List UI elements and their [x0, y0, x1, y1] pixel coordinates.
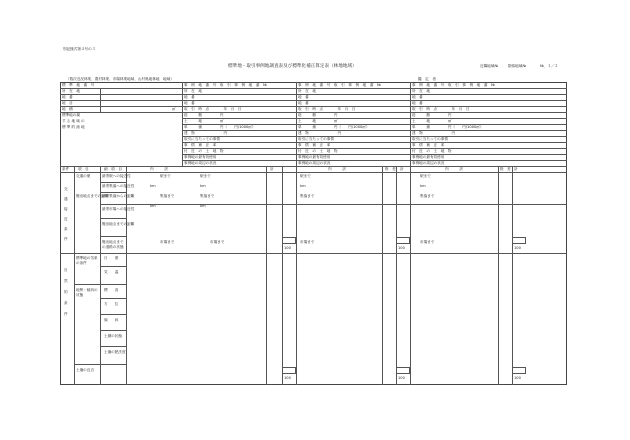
row-label-4: 地 積 — [62, 107, 73, 111]
traffic-item-0: 交通の便 — [76, 174, 91, 178]
natural-detail-4: 傾 斜 — [104, 318, 119, 322]
natural-total-box-1 — [282, 367, 296, 374]
natural-detail-0: 日 照 — [104, 256, 119, 260]
traffic-item-1: 搬出地点までの距離 — [76, 194, 109, 198]
natural-detail-2: 標 高 — [104, 288, 119, 292]
rater-label: 鑑 定 者 — [418, 77, 436, 81]
traffic-total-box-2 — [396, 237, 410, 244]
natural-item-2: 土壌の良否 — [76, 368, 94, 372]
traffic-detail-3: 最寄市場への接近性 — [102, 207, 135, 211]
similar-no-label: 類似地域№ — [508, 64, 527, 68]
traffic-total-box-1 — [282, 237, 296, 244]
district-no-label: 近隣地域№ — [480, 64, 499, 68]
natural-detail-6: 土壌の肥沃度 — [104, 350, 126, 354]
row-label-5: 標準地の属 — [62, 113, 80, 117]
tx-col-header-3: 事 例 地 番 号 取 引 事 例 地 番 № — [412, 83, 495, 87]
traffic-item-2: 搬出地点までの道路の状態 — [102, 240, 124, 249]
natural-total-3: 100 — [514, 376, 521, 380]
traffic-label: 交 通 接 近 条 件 — [64, 187, 72, 241]
row-label-1: 所 在 地 — [62, 89, 80, 93]
form-code: 別記様式第４号の３ — [63, 47, 96, 51]
row-label-3: 地 目 — [62, 101, 73, 105]
traffic-detail-2: 最寄集落からの距離 — [102, 194, 135, 198]
area-unit: ㎡ — [172, 107, 176, 111]
natural-detail-5: 土層の状態 — [104, 334, 122, 338]
traffic-total-box-3 — [512, 237, 526, 244]
row-label-7: 標 準 的 画 地 — [62, 125, 85, 129]
tx-col-header-1: 事 例 地 番 号 取 引 事 例 地 番 № — [184, 83, 267, 87]
traffic-detail-0: 最寄駅への接近性 — [102, 174, 131, 178]
traffic-total-2: 100 — [398, 246, 405, 250]
row-label-0: 標 準 地 番 号 — [62, 83, 95, 87]
natural-item-1: 地勢・傾斜の状態 — [76, 288, 98, 297]
row-label-6: す る 地 域 の — [62, 119, 85, 123]
form-title: 標準地・取引事例地調査表及び標準化補正算定表（林地地域） — [228, 64, 357, 69]
natural-label: 自 然 的 条 件 — [64, 268, 72, 316]
outer-label: （数次近況林業、農村林業、市場林業地域、山村奥地林地 地域） — [66, 77, 174, 81]
natural-total-2: 100 — [398, 376, 405, 380]
traffic-total-3: 100 — [514, 246, 521, 250]
natural-total-box-2 — [396, 367, 410, 374]
natural-item-0: 標準地の気象の条件 — [76, 256, 98, 265]
traffic-total-1: 100 — [284, 246, 291, 250]
natural-detail-3: 方 位 — [104, 302, 119, 306]
traffic-detail-1: 最寄集落への接近性 — [102, 184, 135, 188]
natural-total-1: 100 — [284, 376, 291, 380]
row-label-2: 地 番 — [62, 95, 73, 99]
tx-col-header-2: 事 例 地 番 号 取 引 事 例 地 番 № — [298, 83, 381, 87]
page-label: №．１／２ — [540, 64, 559, 68]
natural-detail-1: 気 温 — [104, 270, 119, 274]
traffic-detail-4: 搬出地点までの距離 — [102, 222, 135, 226]
natural-total-box-3 — [512, 367, 526, 374]
